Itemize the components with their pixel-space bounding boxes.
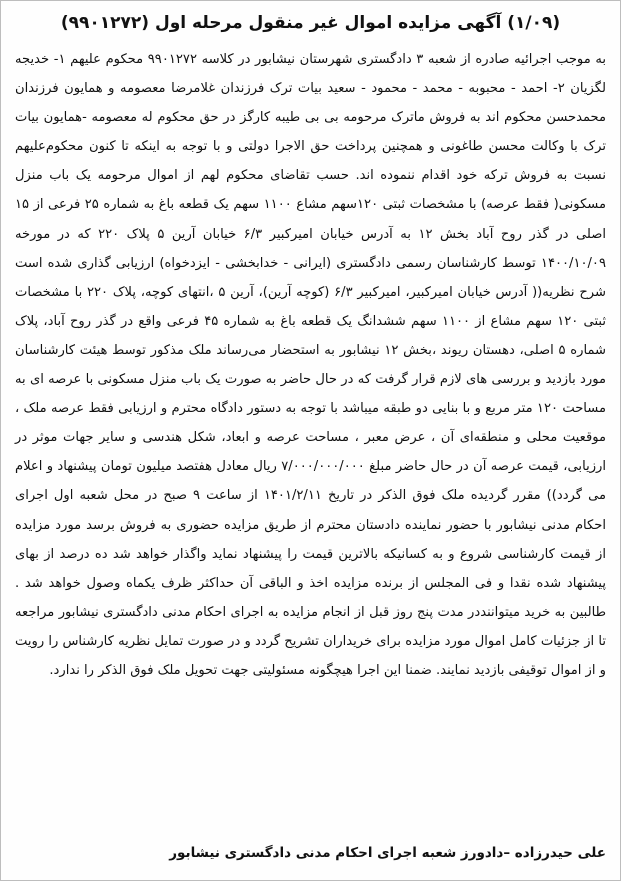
notice-title: (۱/۰۹) آگهی مزایده اموال غیر منقول مرحله اول (۹۹۰۱۲۷۲) [60,13,561,33]
notice-body: به موجب اجرائیه صادره از شعبه ۳ دادگستری شهرستان نیشابور در کلاسه ۹۹۰۱۲۷۲ محکوم علیهم ۱- خدیجه لگزیان ۲- احمد - محبوبه - محمد - محمود - سعید بیات ترک فرزندان غلامرضا معصومه و همایون فرزندان محمدحسن محکوم اند به فروش ماترک مرحومه بی بی طیبه کارگز در حق محکوم له معصومه -همایون بیات ترک با وکالت محسن طاغونی و همچنین پرداخت حق الاجرا دولتی و با توجه به اینکه تا کنون محکوم‌علیهم نسبت به فروش ترکه خود اقدام ننموده اند. حسب تقاضای محکوم لهم از اموال مرحومه یک باب منزل مسکونی( فقط عرصه) با مشخصات ثبتی ۱۲۰سهم مشاع ۱۱۰۰ سهم یک قطعه باغ به شماره ۲۵ فرعی از ۱۵ اصلی در گذر روح آباد بخش ۱۲ به آدرس خیابان امیرکبیر ۶/۳ خیابان آرین ۵ پلاک ۲۲۰ که در مورخه ۱۴۰۰/۱۰/۰۹ توسط کارشناسان رسمی دادگستری (ایرانی - خدابخشی - ایزدخواه) ارزیابی گذاری شده است شرح نظریه(( آدرس خیابان امیرکبیر، امیرکبیر ۶/۳ (کوچه آرین)، آرین ۵ ،انتهای کوچه، پلاک ۲۲۰ با مشخصات ثبتی ۱۲۰ سهم مشاع از ۱۱۰۰ سهم ششدانگ یک قطعه باغ به شماره ۴۵ فرعی واقع در گذر روح آباد، پلاک شماره ۵ اصلی، دهستان ریوند ،بخش ۱۲ نیشابور به استحضار می‌رساند ملک مذکور توسط هیئت کارشناسان مورد بازدید و بررسی های لازم قرار گرفت که در حال حاضر به صورت یک باب منزل مسکونی با عرصه ای به مساحت ۱۲۰ متر مربع و با بنایی دو طبقه میباشد با توجه به دستور دادگاه محترم و ارزیابی فقط عرصه ملک ، موقعیت محلی و منطقه‌ای آن ، عرض معبر ، مساحت عرصه و ابعاد، شکل هندسی و سایر جهات موثر در ارزیابی، قیمت عرصه آن در حال حاضر مبلغ ۷/۰۰۰/۰۰۰/۰۰۰ ریال معادل هفتصد میلیون تومان پیشنهاد و اعلام می گردد)) مقرر گردیده ملک فوق الذکر در تاریخ ۱۴۰۱/۲/۱۱ از ساعت ۹ صبح در محل شعبه اول اجرای احکام مدنی نیشابور با حضور نماینده دادستان محترم از طریق مزایده حضوری به فروش برسد مورد مزایده از قیمت کارشناسی شروع و به کسانیکه بالاترین قیمت را پیشنهاد نماید واگذار خواهد شد ده درصد از بهای پیشنهاد شده نقدا و فی المجلس از برنده مزایده اخذ و الباقی آن حداکثر ظرف یکماه وصول خواهد شد . طالبین به خرید میتواننددر مدت پنج روز قبل از انجام مزایده به اجرای احکام مدنی دادگستری نیشابور مراجعه تا از جزئیات کامل اموال مورد مزایده برای خریداران تشریح گردد و در صورت تمایل نظریه کارشناس را رویت و از اموال توقیفی بازدید نمایند. ضمنا این اجرا هیچگونه مسئولیتی جهت تحویل ملک فوق الذکر را ندارد. [15,52,606,678]
notice-signature: علی حیدرزاده –دادورز شعبه اجرای احکام مدنی دادگستری نیشابور [169,845,606,861]
